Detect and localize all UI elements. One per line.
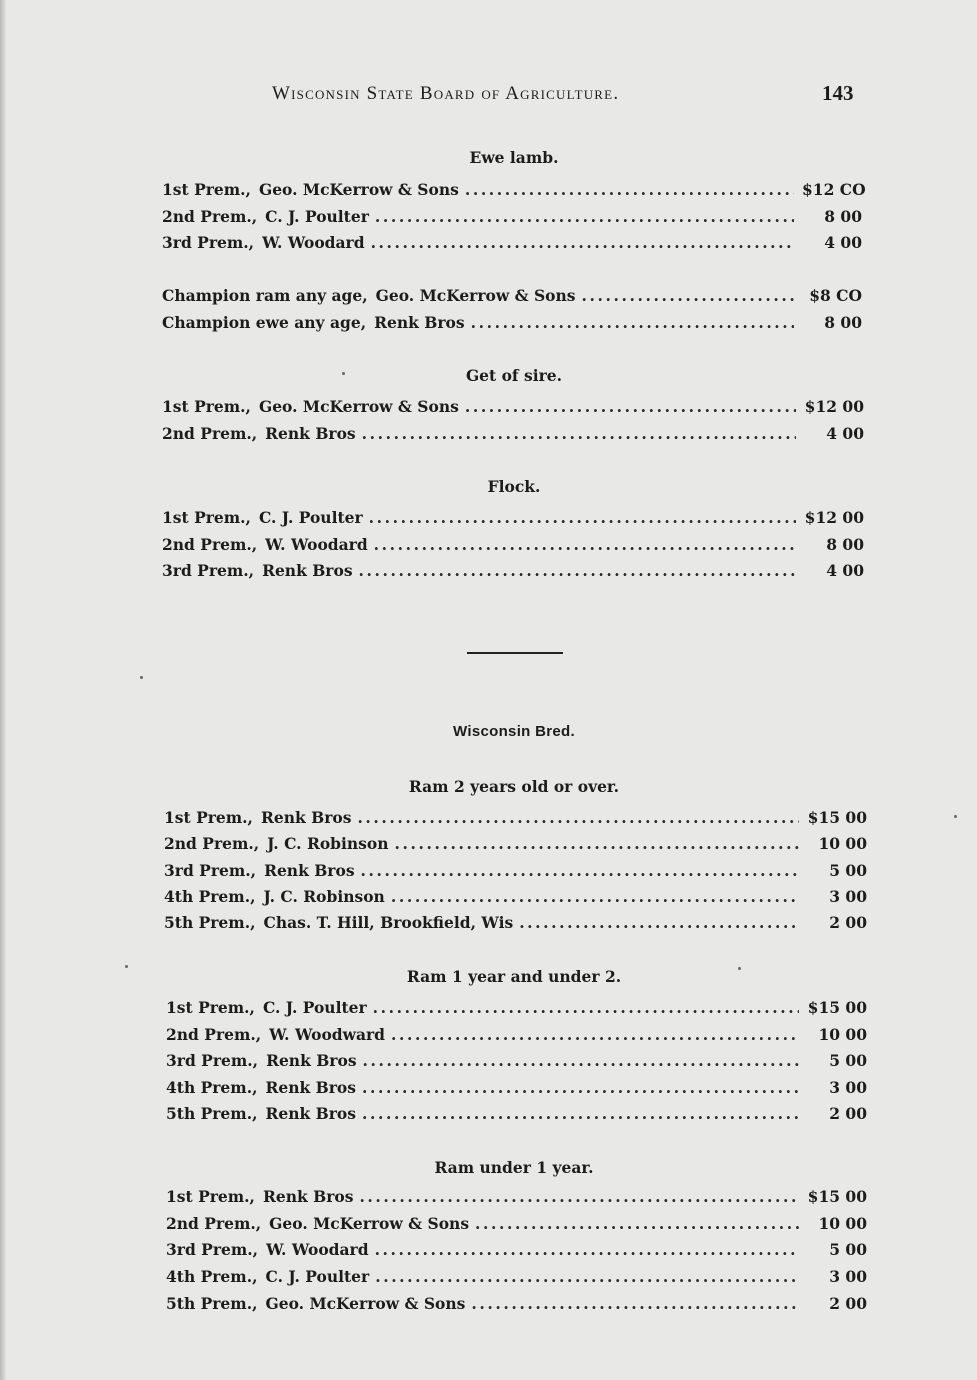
premium-place: 1st Prem., xyxy=(162,508,251,527)
premium-entry-row xyxy=(162,180,866,202)
running-head: Wisconsin State Board of Agriculture. xyxy=(272,83,620,104)
dot-leader xyxy=(471,1294,799,1313)
exhibitor-name: Chas. T. Hill, Brookfield, Wis xyxy=(263,913,514,933)
exhibitor-name: Geo. McKerrow & Sons xyxy=(258,180,459,199)
exhibitor-name: Renk Bros xyxy=(262,1187,354,1206)
exhibitor-name: Renk Bros xyxy=(265,1104,356,1123)
dot-leader xyxy=(375,1267,799,1286)
dot-leader xyxy=(359,1187,799,1206)
exhibitor-name: Renk Bros xyxy=(374,312,465,332)
premium-entry-row xyxy=(164,808,867,830)
dot-leader xyxy=(519,913,799,932)
premium-place: 5th Prem., xyxy=(164,913,256,933)
premium-place: 2nd Prem., xyxy=(164,834,260,854)
premium-amount: 2 00 xyxy=(829,1104,867,1123)
dot-leader xyxy=(363,1051,799,1070)
premium-amount: 8 00 xyxy=(826,534,864,554)
dot-leader xyxy=(375,207,794,226)
dot-leader xyxy=(362,1104,799,1123)
section-title-get-of-sire: Get of sire. xyxy=(465,366,563,385)
dot-leader xyxy=(361,861,799,880)
dot-leader xyxy=(471,313,794,332)
exhibitor-name: C. J. Poulter xyxy=(262,998,367,1017)
dot-leader xyxy=(369,508,796,527)
premium-amount: 3 00 xyxy=(829,886,867,906)
page-number: 143 xyxy=(822,81,854,105)
exhibitor-name: C. J. Poulter xyxy=(258,508,363,527)
dot-leader xyxy=(357,808,799,827)
section-title-flock: Flock. xyxy=(487,477,541,496)
dot-leader xyxy=(465,397,796,416)
exhibitor-name: Geo. McKerrow & Sons xyxy=(375,286,576,305)
exhibitor-name: J. C. Robinson xyxy=(267,834,389,854)
section-title-ram-under-1: Ram under 1 year. xyxy=(434,1158,594,1177)
premium-entry-row xyxy=(162,535,864,557)
scan-speck xyxy=(342,372,345,375)
premium-entry-row xyxy=(166,1294,867,1316)
premium-place: 1st Prem., xyxy=(162,180,251,199)
premium-amount: 4 00 xyxy=(824,233,862,252)
exhibitor-name: Renk Bros xyxy=(265,423,356,443)
exhibitor-name: C. J. Poulter xyxy=(265,1267,370,1287)
premium-place: 1st Prem., xyxy=(166,1187,255,1206)
exhibitor-name: Geo. McKerrow & Sons xyxy=(258,397,459,416)
exhibitor-name: C. J. Poulter xyxy=(265,206,369,226)
premium-place: 4th Prem., xyxy=(164,886,256,906)
exhibitor-name: Geo. McKerrow & Sons xyxy=(269,1213,470,1233)
exhibitor-name: Renk Bros xyxy=(260,808,352,827)
premium-place: 2nd Prem., xyxy=(166,1024,262,1044)
premium-entry-row xyxy=(166,1078,867,1100)
premium-amount: $15 00 xyxy=(807,808,867,827)
premium-entry-row xyxy=(166,1051,867,1073)
premium-place: 4th Prem., xyxy=(166,1077,258,1097)
dot-leader xyxy=(391,887,799,906)
section-title-wisconsin-bred: Wisconsin Bred. xyxy=(453,723,575,740)
dot-leader xyxy=(465,180,794,199)
premium-amount: 2 00 xyxy=(829,913,867,933)
scan-speck xyxy=(738,967,741,970)
premium-entry-row xyxy=(166,1025,867,1047)
premium-amount: 8 00 xyxy=(824,312,862,332)
premium-amount: 5 00 xyxy=(829,860,867,880)
scan-speck xyxy=(125,965,128,968)
premium-place: Champion ram any age, xyxy=(162,286,368,305)
premium-entry-row xyxy=(166,1214,867,1236)
dot-leader xyxy=(362,1078,799,1097)
premium-entry-row xyxy=(166,998,867,1020)
premium-amount: 3 00 xyxy=(829,1267,867,1287)
exhibitor-name: Renk Bros xyxy=(266,1051,357,1070)
exhibitor-name: W. Woodard xyxy=(266,1240,369,1260)
premium-entry-row xyxy=(162,397,864,419)
premium-entry-row xyxy=(162,207,862,229)
exhibitor-name: W. Woodward xyxy=(269,1024,386,1044)
premium-entry-row xyxy=(164,887,867,909)
premium-amount: $12 00 xyxy=(804,508,864,527)
premium-entry-row xyxy=(164,861,867,883)
premium-entry-row xyxy=(162,286,862,308)
dot-leader xyxy=(371,233,794,252)
scan-speck xyxy=(954,815,957,818)
exhibitor-name: W. Woodard xyxy=(265,534,368,554)
section-title-ram-1-year: Ram 1 year and under 2. xyxy=(406,967,622,986)
premium-entry-row xyxy=(166,1267,867,1289)
premium-amount: $12 CO xyxy=(802,180,866,199)
premium-amount: 10 00 xyxy=(818,834,867,854)
dot-leader xyxy=(395,834,799,853)
premium-place: 1st Prem., xyxy=(164,808,253,827)
exhibitor-name: W. Woodard xyxy=(262,233,365,252)
premium-amount: 2 00 xyxy=(829,1293,867,1313)
premium-amount: $15 00 xyxy=(807,998,867,1017)
premium-entry-row xyxy=(162,561,864,583)
page-spine-shadow xyxy=(0,0,6,1380)
premium-place: 1st Prem., xyxy=(166,998,255,1017)
premium-entry-row xyxy=(162,508,864,530)
dot-leader xyxy=(391,1025,799,1044)
premium-amount: 10 00 xyxy=(818,1213,867,1233)
premium-place: Champion ewe any age, xyxy=(162,312,367,332)
premium-entry-row xyxy=(166,1240,867,1262)
scan-speck xyxy=(140,676,143,679)
dot-leader xyxy=(362,424,796,443)
premium-entry-row xyxy=(162,313,862,335)
premium-place: 5th Prem., xyxy=(166,1104,258,1123)
section-divider-rule xyxy=(467,652,563,654)
dot-leader xyxy=(582,286,794,305)
premium-entry-row xyxy=(162,424,864,446)
dot-leader xyxy=(374,535,796,554)
section-title-ewe-lamb: Ewe lamb. xyxy=(469,148,559,167)
premium-entry-row xyxy=(162,233,862,255)
premium-amount: 5 00 xyxy=(829,1051,867,1070)
section-title-ram-2-years: Ram 2 years old or over. xyxy=(408,777,620,796)
premium-place: 2nd Prem., xyxy=(162,206,258,226)
premium-place: 3rd Prem., xyxy=(162,233,255,252)
dot-leader xyxy=(375,1240,799,1259)
premium-place: 2nd Prem., xyxy=(162,423,258,443)
premium-place: 3rd Prem., xyxy=(166,1240,259,1260)
premium-place: 1st Prem., xyxy=(162,397,251,416)
premium-amount: 3 00 xyxy=(829,1077,867,1097)
premium-amount: $8 CO xyxy=(809,286,862,305)
premium-amount: 4 00 xyxy=(826,423,864,443)
premium-entry-row xyxy=(166,1187,867,1209)
dot-leader xyxy=(359,561,796,580)
premium-place: 4th Prem., xyxy=(166,1267,258,1287)
premium-place: 3rd Prem., xyxy=(164,860,257,880)
premium-amount: $12 00 xyxy=(804,397,864,416)
premium-place: 3rd Prem., xyxy=(162,561,255,580)
exhibitor-name: Geo. McKerrow & Sons xyxy=(265,1293,466,1313)
premium-place: 5th Prem., xyxy=(166,1293,258,1313)
premium-entry-row xyxy=(164,913,867,935)
premium-place: 3rd Prem., xyxy=(166,1051,259,1070)
exhibitor-name: Renk Bros xyxy=(262,561,353,580)
exhibitor-name: Renk Bros xyxy=(264,860,355,880)
premium-amount: $15 00 xyxy=(807,1187,867,1206)
exhibitor-name: J. C. Robinson xyxy=(263,886,385,906)
premium-amount: 5 00 xyxy=(829,1240,867,1260)
premium-amount: 8 00 xyxy=(824,206,862,226)
premium-amount: 4 00 xyxy=(826,561,864,580)
dot-leader xyxy=(373,998,799,1017)
exhibitor-name: Renk Bros xyxy=(265,1077,356,1097)
premium-amount: 10 00 xyxy=(818,1024,867,1044)
premium-place: 2nd Prem., xyxy=(166,1213,262,1233)
premium-place: 2nd Prem., xyxy=(162,534,258,554)
premium-entry-row xyxy=(164,834,867,856)
dot-leader xyxy=(475,1214,799,1233)
premium-entry-row xyxy=(166,1104,867,1126)
